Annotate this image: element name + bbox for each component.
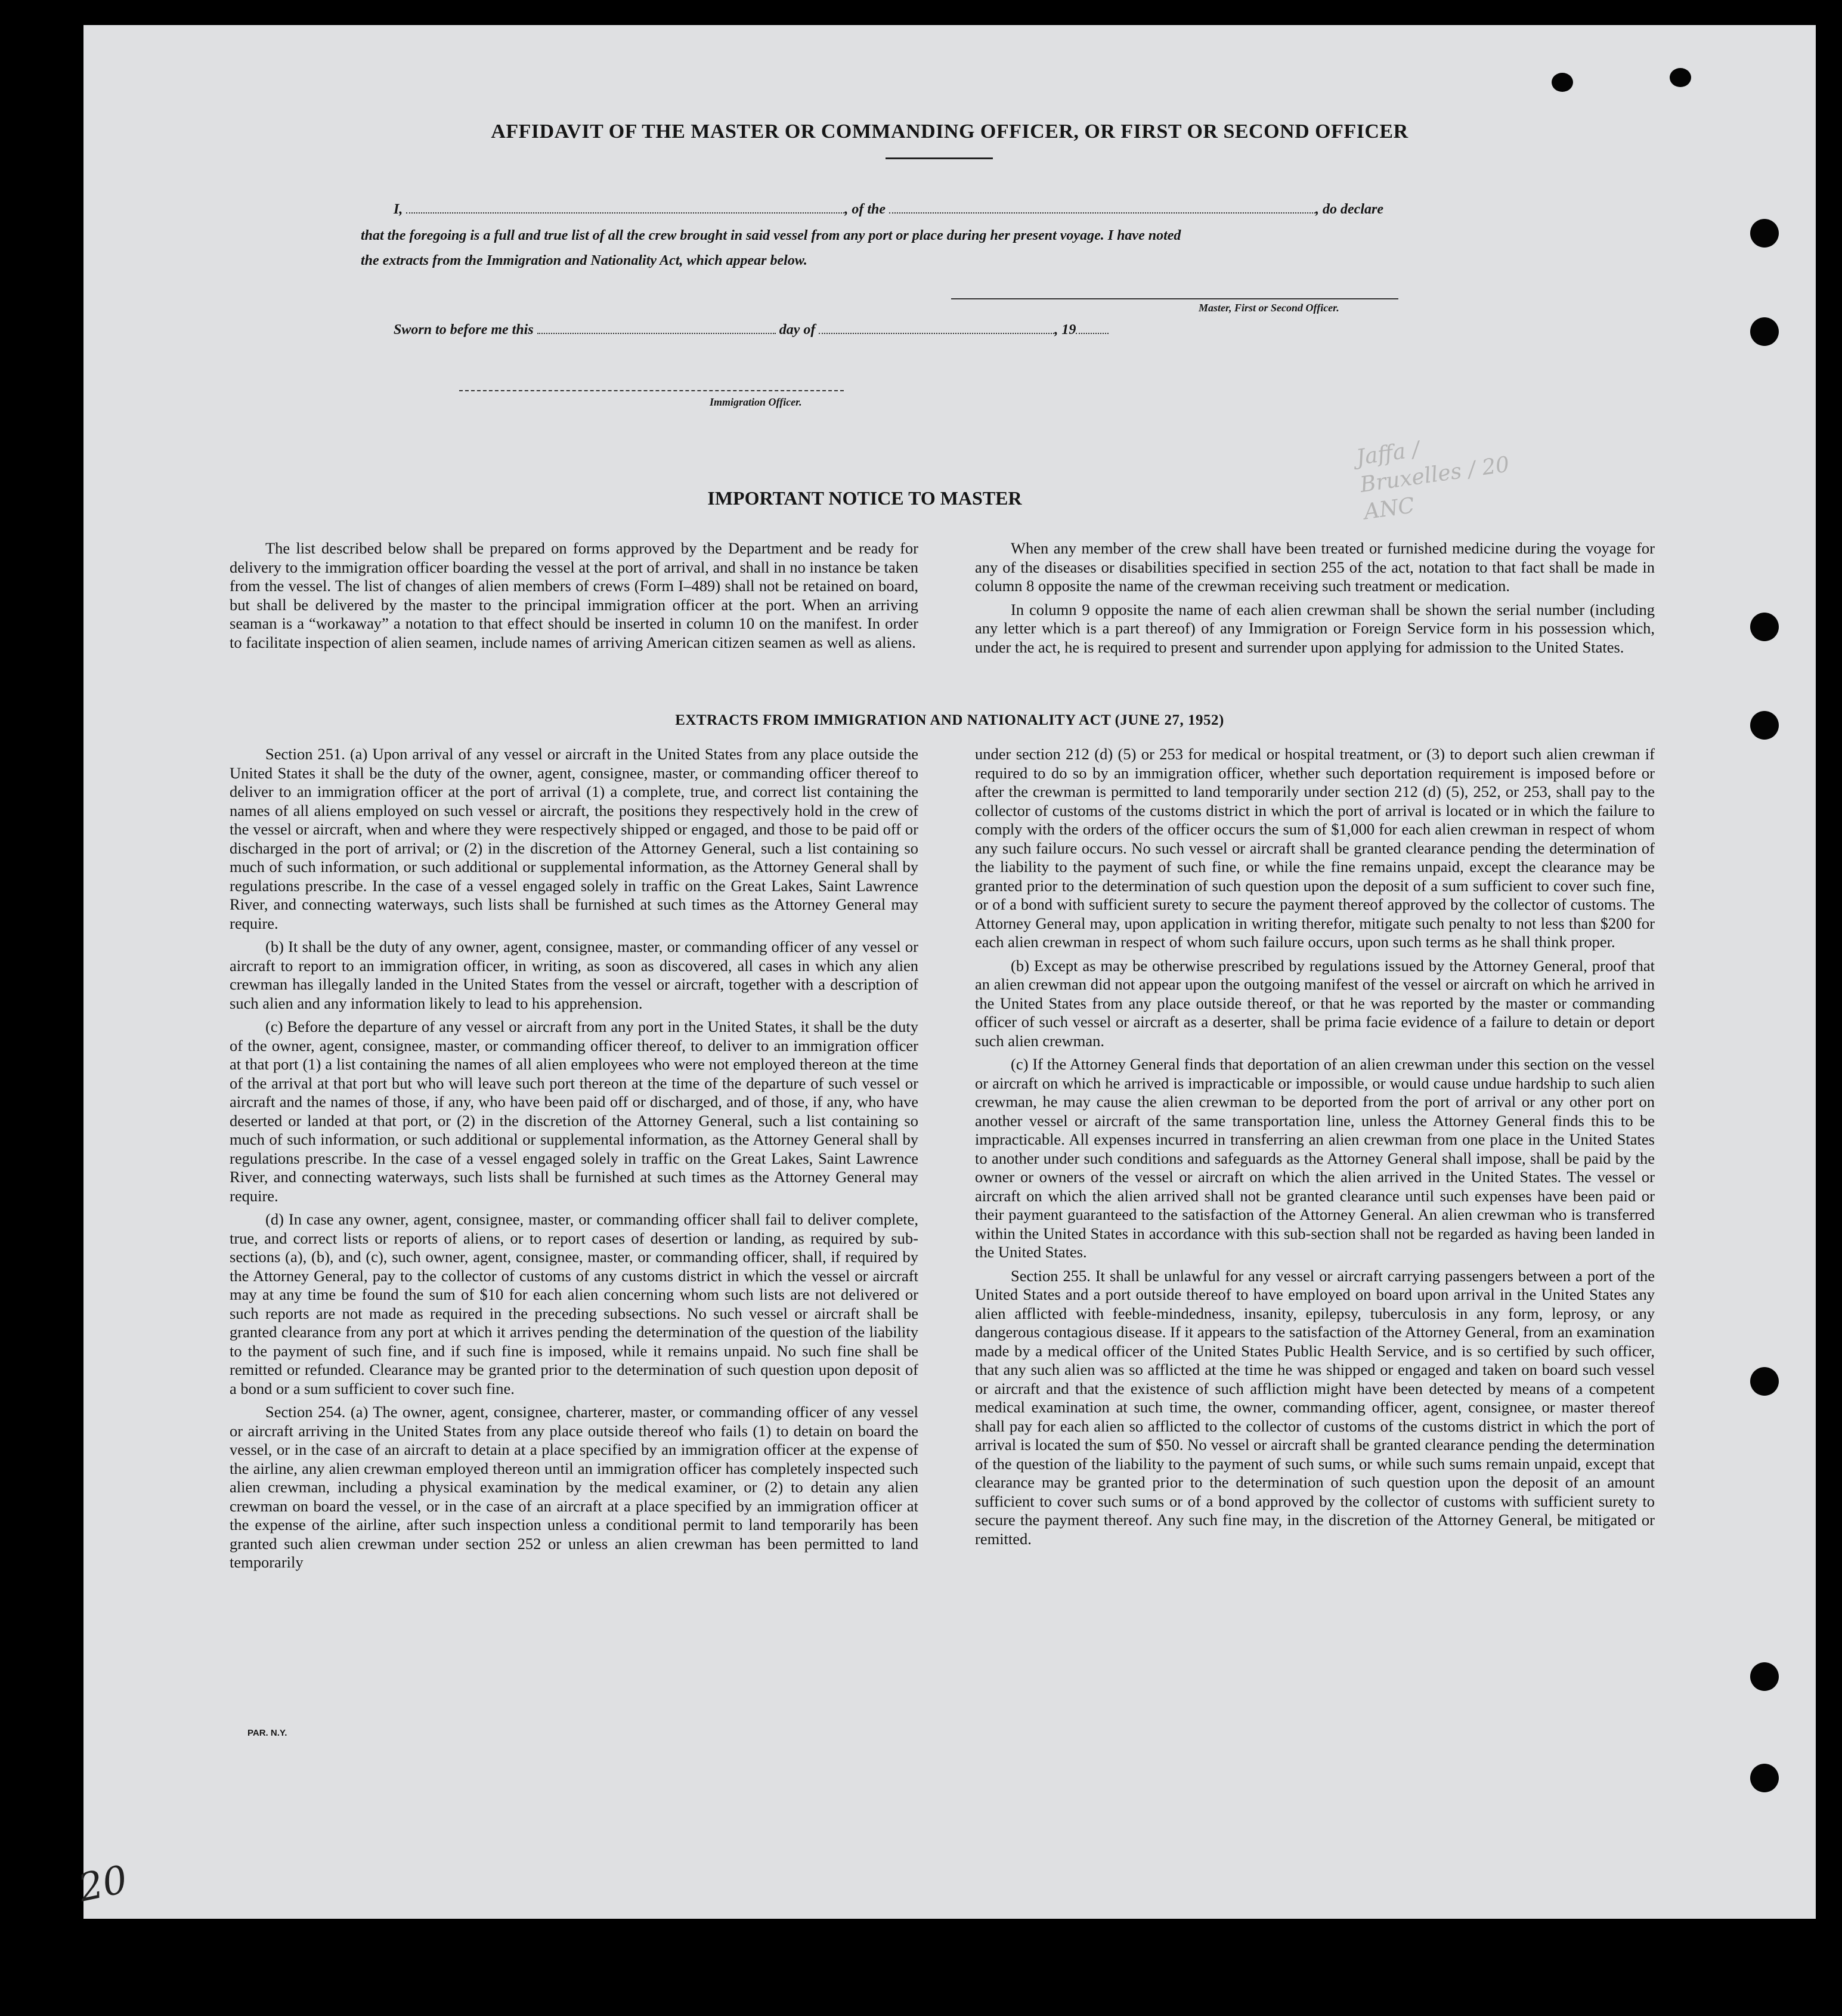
section-254-b: (b) Except as may be otherwise prescribed by regulations issued by the Attorney General, proof that an alien crewman did not appear upon the outgoing manifest of the vessel or aircraft on which he arrived in the United States from any place outside thereof, or that he was reported by the master or commanding officer of such vessel or aircraft as a deserter, shall be prima facie evidence of a failure to detain or deport such alien crewman.: [975, 956, 1655, 1050]
notice-right-column: [975, 539, 1655, 661]
punch-hole-top-2: [1670, 68, 1691, 87]
punch-hole-3: [1750, 613, 1779, 641]
declaration-i: I,: [394, 202, 403, 217]
section-255: Section 255. It shall be unlawful for any vessel or aircraft carrying passengers between a port of the United States and a port outside thereof to have employed on board upon arrival in the United States any alien afflicted with feeble-mindedness, insanity, epilepsy, tuberculosis in any form, leprosy, or any dangerous contagious disease. If it appears to the satisfaction of the Attorney General, from an examination made by a medical officer of the United States Public Health Service, and is so certified by such officer, that any such alien was so afflicted at the time he was shipped or engaged and taken on board such vessel or aircraft and that the existence of such affliction might have been detected by means of a competent medical examination at such time, the owner, commanding officer, agent, consignee, or master thereof shall pay for each alien so afflicted to the collector of customs of the customs district in which the port of arrival is located the sum of $50. No vessel or aircraft shall be granted clearance pending the determination of the question of the liability to the payment of such sums, or while such sums remain unpaid, except that clearance may be granted prior to the determination of such question upon the deposit of an amount sufficient to cover such sums or of a bond approved by the collector of customs with sufficient surety to secure the payment thereof. Any such fine may, in the discretion of the Attorney General, be mitigated or remitted.: [975, 1266, 1655, 1548]
section-254-a: Section 254. (a) The owner, agent, consignee, charterer, master, or commanding officer of any vessel or aircraft arriving in the United States from any place outside thereof who fails (1) to detain on board the vessel, or in the case of an aircraft to detain at a place specified by an immigration officer at the expense of the airline, any alien crewman employed thereon until an immigration officer has completely inspected such alien crewman, including a physical examination by the medical examiner, or (2) to detain any alien crewman on board the vessel, or in the case of an aircraft at a place specified by an immigration officer at the expense of the airline, after such inspection unless a conditional permit to land temporarily has been granted such alien crewman under section 252 or unless an alien crewman has been permitted to land temporarily: [230, 1403, 918, 1571]
name-blank[interactable]: [406, 200, 844, 214]
punch-hole-2: [1750, 317, 1779, 346]
sworn-year-blank[interactable]: [1076, 321, 1109, 334]
sworn-month-blank[interactable]: [819, 321, 1054, 334]
extracts-right-column: [975, 745, 1655, 1553]
immigration-officer-line[interactable]: [459, 390, 844, 391]
title-underline: [886, 157, 993, 159]
printer-mark: PAR. N.Y.: [247, 1728, 287, 1738]
section-251-d: (d) In case any owner, agent, consignee, master, or commanding officer shall fail to deliver complete, true, and correct lists or reports of aliens, or to report cases of desertion or landing, as required by sub-sections (a), (b), and (c), such owner, agent, consignee, master, or commanding officer, shall, if required by the Attorney General, pay to the collector of customs of any customs district in which the vessel or aircraft may at any time be found the sum of $10 for each alien concerning whom such lists are not delivered or such reports are not made as required in the preceding subsections. No such vessel or aircraft shall be granted clearance from any port at which it arrives pending the determination of the question of the liability to the payment of such fine, and if such fine is imposed, while it remains unpaid. No such fine shall be remitted or refunded. Clearance may be granted prior to the determination of such question upon deposit of a bond or a sum sufficient to cover such fine.: [230, 1210, 918, 1397]
sworn-day-blank[interactable]: [537, 321, 776, 334]
notice-right-paragraph-1: When any member of the crew shall have been treated or furnished medicine during the voyage for any of the diseases or disabilities specified in section 255 of the act, notation to that fact shall be made in column 8 opposite the name of the crewman receiving such treatment or medication.: [975, 539, 1655, 595]
signature-line[interactable]: [951, 298, 1398, 299]
document-page: [75, 25, 1816, 1919]
extracts-left-column: [230, 745, 918, 1577]
vessel-blank[interactable]: [889, 200, 1315, 214]
year-label: , 19: [1054, 322, 1076, 338]
punch-hole-top-1: [1552, 73, 1573, 92]
affidavit-title: AFFIDAVIT OF THE MASTER OR COMMANDING OFFICER, OR FIRST OR SECOND OFFICER: [491, 120, 1408, 143]
extracts-heading: EXTRACTS FROM IMMIGRATION AND NATIONALITY ACT (JUNE 27, 1952): [675, 712, 1224, 728]
immigration-officer-caption: Immigration Officer.: [710, 396, 802, 408]
handwritten-margin-note: Jaffa / Bruxelles / 20 ANC: [1354, 437, 1511, 525]
section-251-a: Section 251. (a) Upon arrival of any vessel or aircraft in the United States from any place outside the United States it shall be the duty of the owner, agent, consignee, master, or commanding officer thereof to deliver to an immigration officer at the port of arrival (1) a complete, true, and correct list containing the names of all aliens employed on such vessel or aircraft, the positions they respectively hold in the crew of the vessel or aircraft, when and where they were respectively shipped or engaged, and those to be paid off or discharged in the port of arrival; or (2) in the discretion of the Attorney General, such a list containing so much of such information, or such additional or supplemental information, as the Attorney General shall by regulations prescribe. In the case of a vessel engaged solely in traffic on the Great Lakes, Saint Lawrence River, and connecting waterways, such lists shall be furnished at such times as the Attorney General may require.: [230, 745, 918, 932]
notice-title: IMPORTANT NOTICE TO MASTER: [707, 487, 1022, 509]
notice-left-paragraph: The list described below shall be prepared on forms approved by the Department and be ready for delivery to the immigration officer boarding the vessel at the port of arrival, and shall in no instance be taken from the vessel. The list of changes of alien members of crews (Form I–489) shall not be retained on board, but shall be delivered by the master to the principal immigration officer at the port. When an arriving seaman is a “workaway” a notation to that effect should be inserted in column 10 on the manifest. In order to facilitate inspection of alien seamen, include names of arriving American citizen seamen as well as aliens.: [230, 539, 918, 651]
handwritten-page-number: 20: [75, 1857, 132, 1911]
sworn-line: [394, 321, 1109, 338]
declaration-do-declare: , do declare: [1315, 202, 1383, 217]
punch-hole-1: [1750, 219, 1779, 248]
declaration-of-the: , of the: [844, 202, 886, 217]
declaration-line-3: the extracts from the Immigration and Nationality Act, which appear below.: [361, 253, 807, 268]
punch-hole-4: [1750, 711, 1779, 740]
punch-hole-6: [1750, 1662, 1779, 1691]
punch-hole-5: [1750, 1367, 1779, 1396]
day-of-label: day of: [779, 322, 816, 338]
section-251-b: (b) It shall be the duty of any owner, agent, consignee, master, or commanding officer of any vessel or aircraft to report to an immigration officer, in writing, as soon as discovered, all cases in which any alien crewman has illegally landed in the United States from the vessel or aircraft, together with a description of such alien and any information likely to lead to his apprehension.: [230, 938, 918, 1012]
notice-left-column: [230, 539, 918, 657]
punch-hole-7: [1750, 1764, 1779, 1792]
section-251-c: (c) Before the departure of any vessel or aircraft from any port in the United States, it shall be the duty of the owner, agent, consignee, master, or commanding officer thereof, to deliver to an immigration officer at that port (1) a list containing the names of all alien employees who were not employed thereon at the time of the arrival at that port but who will leave such port thereon at the time of the departure of such vessel or aircraft and the names of those, if any, who have been paid off or discharged, and of those, if any, who have deserted or landed at that port, or (2) in the discretion of the Attorney General, such a list containing so much of such information, or such additional or supplemental information, as the Attorney General shall by regulations prescribe. In the case of a vessel engaged solely in traffic on the Great Lakes, Saint Lawrence River, and connecting waterways, such lists shall be furnished at such times as the Attorney General may require.: [230, 1018, 918, 1205]
notice-right-paragraph-2: In column 9 opposite the name of each alien crewman shall be shown the serial number (including any letter which is a part thereof) of any Immigration or Foreign Service form in his possession which, under the act, he is required to present and surrender upon applying for admission to the United States.: [975, 600, 1655, 656]
sworn-label: Sworn to before me this: [394, 322, 534, 338]
declaration-line-2: that the foregoing is a full and true list of all the crew brought in said vessel from any port or place during her present voyage. I have noted: [361, 228, 1181, 243]
signature-caption: Master, First or Second Officer.: [1199, 302, 1339, 314]
declaration-line-1: [394, 200, 1586, 218]
section-254-c: (c) If the Attorney General finds that deportation of an alien crewman under this section on the vessel or aircraft on which he arrived is impracticable or impossible, or would cause undue hardship to such alien crewman, he may cause the alien crewman to be deported from the port of arrival or any other port on another vessel or aircraft of the same transportation line, unless the Attorney General finds this to be impracticable. All expenses incurred in transferring an alien crewman from one place in the United States to another under such conditions and safeguards as the Attorney General shall impose, shall be paid by the owner or owners of the vessel or aircraft on which the alien arrived in the United States. The vessel or aircraft on which the alien arrived shall not be granted clearance until such expenses have been paid or their payment guaranteed to the satisfaction of the Attorney General. An alien crewman who is transferred within the United States in accordance with this sub-section shall not be regarded as having been landed in the United States.: [975, 1055, 1655, 1261]
section-254-a-continued: under section 212 (d) (5) or 253 for medical or hospital treatment, or (3) to deport such alien crewman if required to do so by an immigration officer, whether such deportation requirement is imposed before or after the crewman is permitted to land temporarily under section 212 (d) (5), 252, or 253, shall pay to the collector of customs of the customs district in which the port of arrival is located or in which the failure to comply with the orders of the officer occurs the sum of $1,000 for each alien crewman in respect of whom any such failure occurs. No such vessel or aircraft shall be granted clearance pending the determination of the liability to the payment of such fine, or while the fine remains unpaid, except the clearance may be granted prior to the determination of such question upon the deposit of a sum sufficient to cover such fine, or of a bond with sufficient surety to secure the payment thereof approved by the collector of customs. The Attorney General may, upon application in writing therefor, mitigate such penalty to not less than $200 for each alien crewman in respect of whom such failure occurs, upon such terms as he shall think proper.: [975, 745, 1655, 951]
